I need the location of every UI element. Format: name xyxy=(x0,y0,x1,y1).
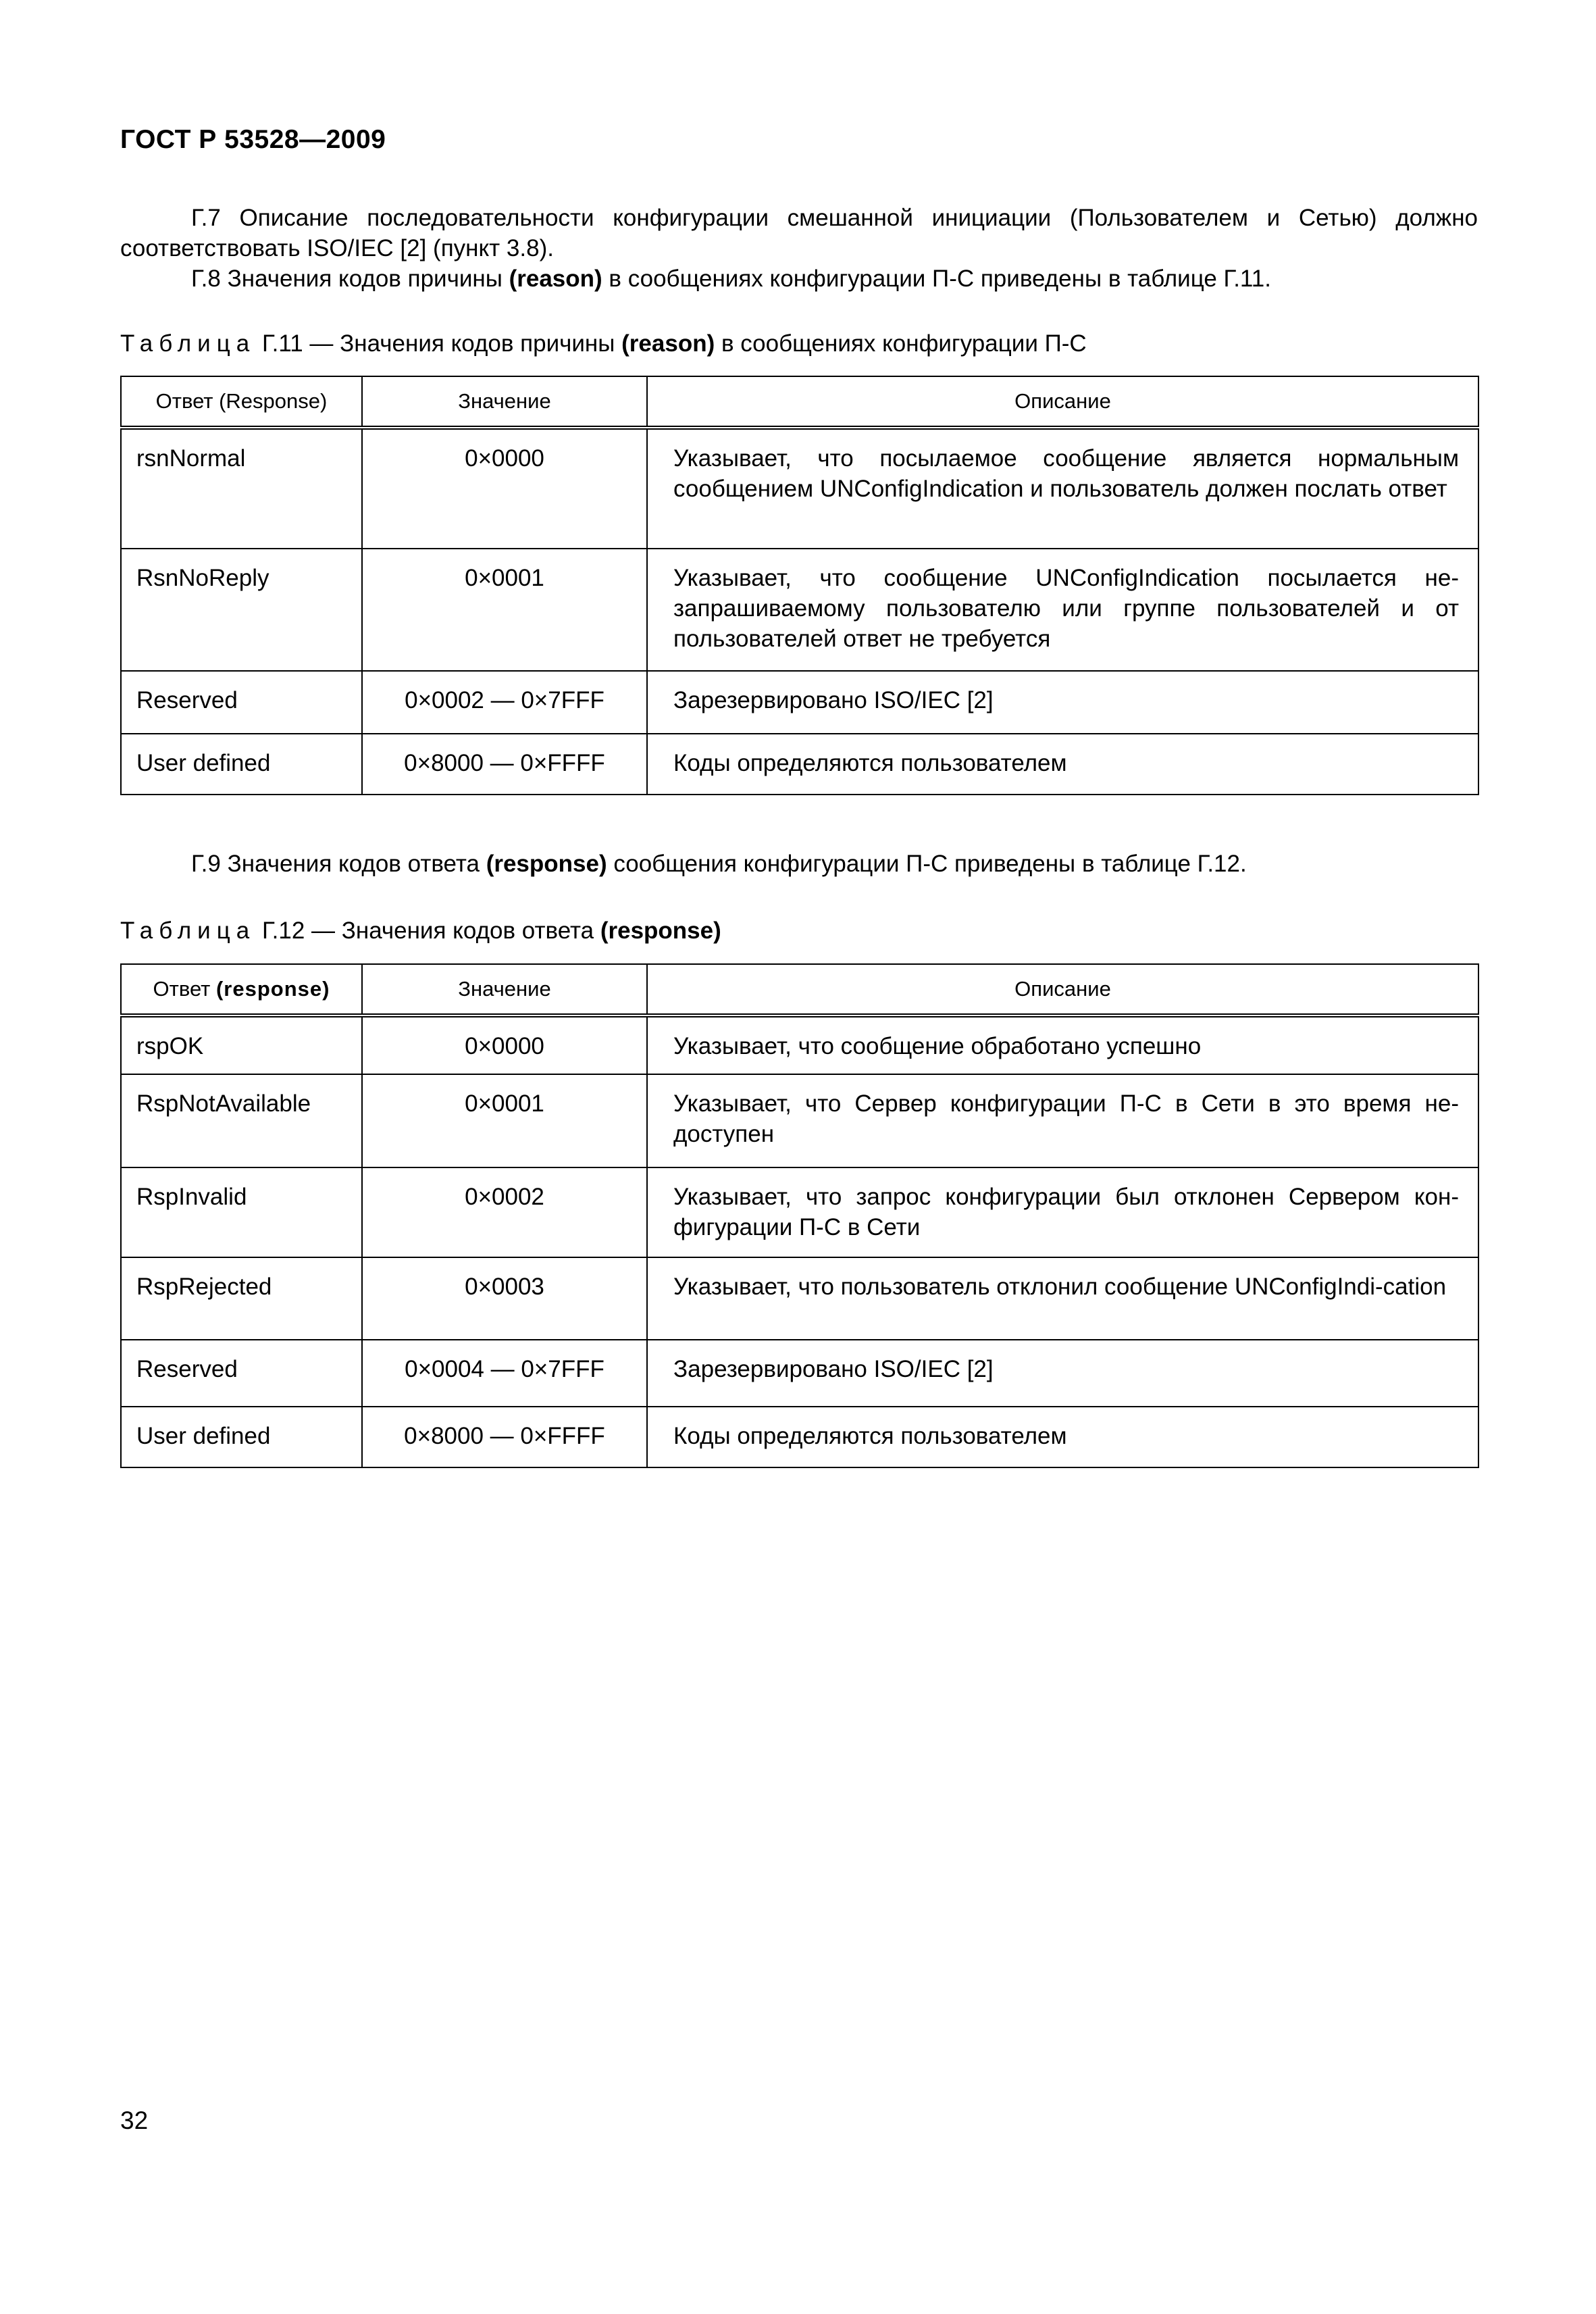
cell-response: RspNotAvailable xyxy=(121,1074,362,1167)
column-header-value: Значение xyxy=(362,376,647,428)
cell-description: Коды определяются пользователем xyxy=(647,734,1478,795)
table12-caption xyxy=(120,915,721,946)
document-standard-header: ГОСТ Р 53528—2009 xyxy=(120,125,386,154)
paragraph-g9-text-end: сообщения конфигурации П-С приведены в таблице Г.12. xyxy=(607,851,1247,877)
cell-value: 0×8000 — 0×FFFF xyxy=(362,1407,647,1467)
table12-caption-text: Г.12 — Значения кодов ответа xyxy=(255,917,600,944)
cell-value: 0×0004 — 0×7FFF xyxy=(362,1340,647,1407)
cell-response: Reserved xyxy=(121,1340,362,1407)
table-row xyxy=(121,734,1478,795)
table11-caption-text: Г.11 — Значения кодов причины xyxy=(255,330,622,357)
column-header-value: Значение xyxy=(362,964,647,1015)
paragraph-g8-text: Г.8 Значения кодов причины xyxy=(191,266,509,292)
cell-description: Указывает, что посылаемое сообщение является нормальным сообщением UNConfigIndication и пользователь должен послать ответ xyxy=(647,428,1478,549)
paragraph-g8-text-end: в сообщениях конфигурации П-С приведены в таблице Г.11. xyxy=(602,266,1271,292)
page-number: 32 xyxy=(120,2107,149,2134)
cell-value: 0×0003 xyxy=(362,1257,647,1340)
cell-value: 0×0002 xyxy=(362,1167,647,1257)
table-row xyxy=(121,1074,1478,1167)
column-header-description: Описание xyxy=(647,376,1478,428)
column-header-response-term: (response) xyxy=(215,977,330,1001)
table11-caption xyxy=(120,328,1087,359)
cell-value: 0×0001 xyxy=(362,1074,647,1167)
cell-response: rsnNormal xyxy=(121,428,362,549)
table-row xyxy=(121,671,1478,734)
paragraph-g7 xyxy=(120,203,1478,263)
table-row xyxy=(121,428,1478,549)
paragraph-g9-text: Г.9 Значения кодов ответа xyxy=(191,851,486,877)
cell-response: Reserved xyxy=(121,671,362,734)
cell-response: User defined xyxy=(121,1407,362,1467)
cell-response: User defined xyxy=(121,734,362,795)
column-header-response: Ответ (Response) xyxy=(121,376,362,428)
table12-caption-word: Таблица xyxy=(120,917,256,944)
table-row xyxy=(121,549,1478,671)
paragraph-g8-bold-term: (reason) xyxy=(509,266,602,292)
paragraph-g9 xyxy=(120,849,1478,879)
cell-value: 0×0001 xyxy=(362,549,647,671)
cell-description: Указывает, что пользователь отклонил сообщение UNConfigIndi-cation xyxy=(647,1257,1478,1340)
table-g12 xyxy=(120,963,1479,1468)
cell-description: Зарезервировано ISO/IEC [2] xyxy=(647,671,1478,734)
table11-caption-word: Таблица xyxy=(120,330,256,357)
column-header-response-word: Ответ xyxy=(153,977,211,1001)
cell-description: Указывает, что сообщение обработано успешно xyxy=(647,1015,1478,1074)
table-row xyxy=(121,1257,1478,1340)
paragraph-g7-text: Г.7 Описание последовательности конфигурации смешанной инициации (Пользователем и Сетью) должно соответствовать ISO/IEC [2] (пункт 3.8). xyxy=(120,205,1478,261)
cell-description: Указывает, что Сервер конфигурации П-С в Сети в это время не-доступен xyxy=(647,1074,1478,1167)
cell-description: Указывает, что сообщение UNConfigIndication посылается не-запрашиваемому пользователю или группе пользователей и от пользователей ответ не требуется xyxy=(647,549,1478,671)
cell-description: Коды определяются пользователем xyxy=(647,1407,1478,1467)
table-row xyxy=(121,1340,1478,1407)
cell-response: RspRejected xyxy=(121,1257,362,1340)
cell-value: 0×0002 — 0×7FFF xyxy=(362,671,647,734)
cell-response: rspOK xyxy=(121,1015,362,1074)
paragraph-g9-bold-term: (response) xyxy=(486,851,607,877)
table-header-row xyxy=(121,376,1478,428)
paragraph-g8 xyxy=(120,263,1478,294)
cell-response: RspInvalid xyxy=(121,1167,362,1257)
cell-response: RsnNoReply xyxy=(121,549,362,671)
table-row xyxy=(121,1015,1478,1074)
table11-caption-bold-term: (reason) xyxy=(621,330,715,357)
cell-description: Зарезервировано ISO/IEC [2] xyxy=(647,1340,1478,1407)
column-header-description: Описание xyxy=(647,964,1478,1015)
cell-value: 0×0000 xyxy=(362,428,647,549)
cell-value: 0×8000 — 0×FFFF xyxy=(362,734,647,795)
table-row xyxy=(121,1407,1478,1467)
cell-value: 0×0000 xyxy=(362,1015,647,1074)
column-header-response xyxy=(121,964,362,1015)
table-row xyxy=(121,1167,1478,1257)
cell-description: Указывает, что запрос конфигурации был отклонен Сервером кон-фигурации П-С в Сети xyxy=(647,1167,1478,1257)
table11-caption-text-end: в сообщениях конфигурации П-С xyxy=(715,330,1087,357)
table-g11 xyxy=(120,376,1479,795)
table-header-row xyxy=(121,964,1478,1015)
table12-caption-bold-term: (response) xyxy=(600,917,721,944)
